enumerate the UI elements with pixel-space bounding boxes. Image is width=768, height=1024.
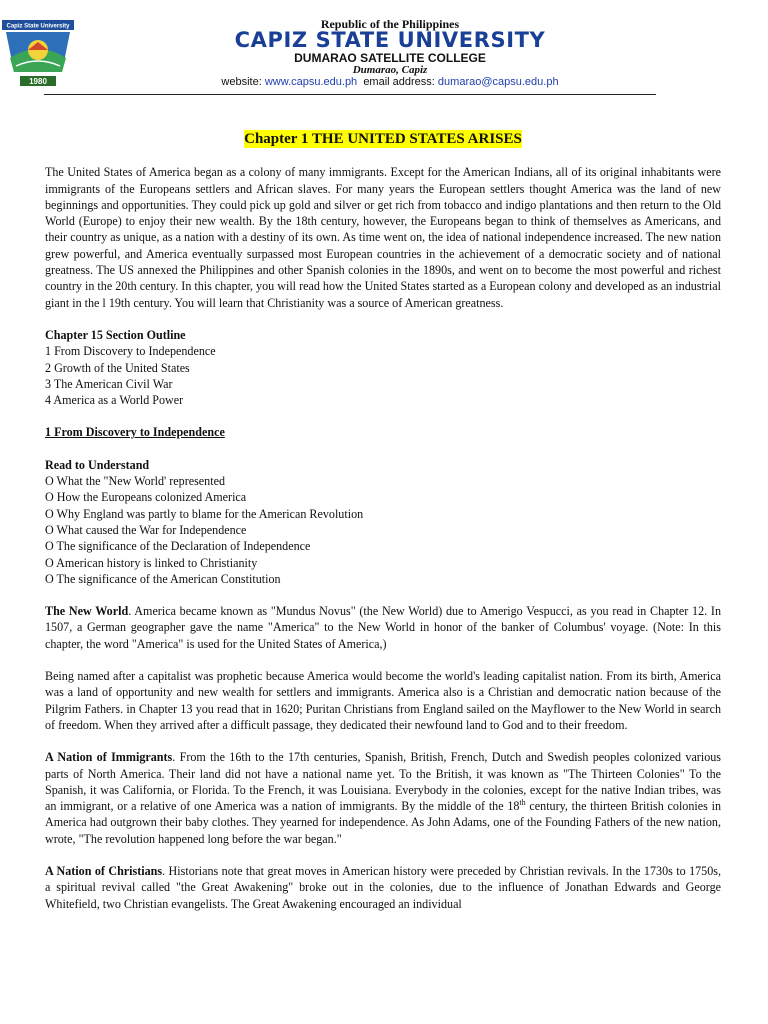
read-item: O Why England was partly to blame for the American Revolution [45,506,364,521]
read-item: O How the Europeans colonized America [45,490,247,505]
outline-item: 3 The American Civil War [45,376,173,391]
republic-line: Republic of the Philippines [320,17,460,31]
contact-line [130,76,650,88]
document-body [45,131,721,928]
christians-lead: A Nation of Christians [45,863,163,878]
section-outline [45,327,721,408]
university-name: CAPIZ STATE UNIVERSITY [234,28,546,52]
header-divider [44,94,656,95]
christians-paragraph: A Nation of Christians. Historians note that great moves in American history were preceded by Christian revivals. In the 1730s to 1750s, a spiritual revival called "the Great Awakening" broke out in the colonies, due to the influence of Jonathan Edwards and George Whitefield, two Christian evangelists. The Great Awakening encouraged an individual [45,863,721,911]
outline-item: 2 Growth of the United States [45,360,190,375]
college-location: Dumarao, Capiz [352,64,428,76]
new-world-paragraph: The New World. America became known as "Mundus Novus" (the New World) due to Amerigo Vespucci, as you read in Chapter 12. In 1507, a German geographer gave the name "America" to the New World in honor of the banker of Columbus' voyage. (Note: In this chapter, the word "America" is used for the United States of America,) [45,604,721,651]
email-link[interactable]: dumarao@capsu.edu.ph [437,76,559,88]
read-item: O What the "New World' represented [45,474,225,489]
university-seal-logo [2,20,74,88]
immigrants-lead: A Nation of Immigrants [45,750,173,765]
svg-text:Capiz State University: Capiz State University [6,23,70,30]
read-item: O What caused the War for Independence [45,522,247,537]
chapter-title: Chapter 1 THE UNITED STATES ARISES [244,131,522,147]
outline-heading: Chapter 15 Section Outline [45,327,186,342]
outline-item: 4 America as a World Power [45,393,184,408]
email-label: email address: [363,76,435,88]
read-item: O The significance of the American Constitution [45,571,281,586]
new-world-lead: The New World [45,604,129,619]
website-label: website: [221,76,262,88]
read-to-understand [45,457,721,587]
read-item: O The significance of the Declaration of Independence [45,539,311,554]
capitalist-paragraph: Being named after a capitalist was prophetic because America would become the world's leading capitalist nation. From its birth, America was a land of opportunity and new wealth for settlers and immigrants. America also is a Christian and democratic nation because of the Pilgrim Fathers. in Chapter 13 you read that in 1620; Puritan Christians from England sailed on the Mayflower to the New World in search of freedom. When they arrived after a difficult passage, they dedicated their newfound land to God and to their freedom. [45,669,721,732]
section-heading: 1 From Discovery to Independence [45,425,225,440]
read-heading: Read to Understand [45,457,150,472]
intro-paragraph: The United States of America began as a colony of many immigrants. Except for the American Indians, all of its original inhabitants were immigrants of the Europeans settlers and African slaves. For many years the European settlers thought America was the land of new beginnings and opportunities. They could pick up gold and silver or get rich from tobacco and indigo plantations and then return to the Old World (Europe) to enjoy their new wealth. By the 18th century, however, the Europeans began to think of themselves as Americans, and their country as unique, as a nation with a destiny of its own. As time went on, the idea of national independence increased. The new nation grew powerful, and America eventually surpassed most European countries in the achievement of a democratic society and of national greatness. The US annexed the Philippines and other Spanish colonies in the 1890s, and went on to become the most powerful and richest country in the 20th century. In this chapter, you will read how the United States started as a European colony and developed as an industrial giant in the l 19th century. You will learn that Christianity was a source of American greatness. [45,165,721,310]
immigrants-paragraph: A Nation of Immigrants. From the 16th to the 17th centuries, Spanish, British, French, Dutch and Swedish peoples colonized various parts of North America. Their land did not have a national name yet. To the British, it was known as "The Thirteen Colonies" To the Spanish, it was California, or Florida. To the French, it was Louisiana. Everybody in the colonies, except for the native Indian tribes, was an immigrant, or a relative of one America was a nation of immigrants. By the middle of the 18th century, the thirteen British colonies in America had outgrown their baby clothes. They yearned for independence. As John Adams, one of the Founding Fathers of the new nation, wrote, "The revolution happened long before the war began." [45,750,721,846]
website-link[interactable]: www.capsu.edu.ph [264,76,358,88]
svg-text:1980: 1980 [29,77,47,86]
letterhead [0,0,768,96]
college-name: DUMARAO SATELLITE COLLEGE [294,51,486,65]
outline-item: 1 From Discovery to Independence [45,344,216,359]
read-item: O American history is linked to Christianity [45,555,258,570]
